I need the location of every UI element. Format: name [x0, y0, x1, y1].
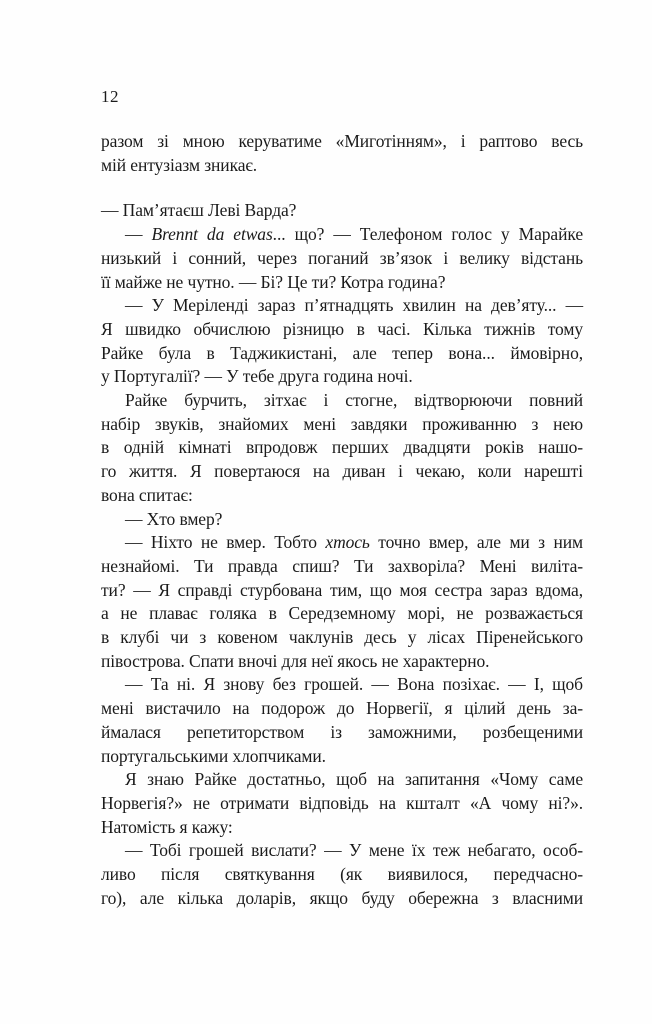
text-segment: го), але кілька доларів, якщо буду обережна з власними: [101, 887, 583, 908]
text-segment: разом зі мною керуватиме «Миготінням», і раптово весь: [101, 131, 583, 151]
text-line: [101, 650, 583, 674]
page-number: 12: [101, 87, 119, 106]
text-segment: ... що? — Телефоном голос у Марайке: [272, 224, 584, 245]
paragraph: [101, 199, 583, 223]
text-line: [101, 673, 583, 697]
text-segment: в клубі чи з ковеном чаклунів десь у лісах Піренейського: [101, 627, 583, 648]
text-line: [101, 792, 583, 816]
text-segment: — Та ні. Я знову без грошей. — Вона позіхає. — І, щоб: [125, 674, 583, 695]
text-segment: низький і сонний, через поганий зв’язок і велику відстань: [101, 247, 583, 268]
text-line: [101, 626, 583, 650]
text-line: [101, 154, 583, 178]
text-line: [101, 460, 583, 484]
text-line: [101, 342, 583, 366]
text-segment: мій ентузіазм зникає.: [101, 154, 258, 175]
text-line: [101, 863, 583, 887]
text-segment: незнайомі. Ти правда спиш? Ти захворіла? Мені виліта-: [101, 555, 583, 576]
text-segment: мені вистачило на подорож до Норвегії, я цілий день за-: [101, 698, 583, 719]
italic-text-segment: хтось: [325, 532, 370, 553]
paragraph: [101, 673, 583, 768]
text-segment: го життя. Я повертаюся на диван і чекаю, коли нарешті: [101, 461, 583, 482]
text-segment: — Хто вмер?: [125, 508, 223, 529]
text-line: [101, 318, 583, 342]
text-segment: португальськими хлопчиками.: [101, 745, 326, 766]
text-line: [101, 130, 583, 154]
paragraph: [101, 839, 583, 910]
text-line: [101, 887, 583, 911]
text-line: [101, 294, 583, 318]
text-segment: — Тобі грошей вислати? — У мене їх теж небагато, особ-: [125, 840, 583, 861]
text-segment: — Ніхто не вмер. Тобто: [125, 532, 326, 553]
text-segment: ливо після святкування (як виявилося, передчасно-: [101, 864, 583, 885]
text-segment: ймалася репетиторством із заможними, розбещеними: [101, 721, 583, 742]
text-line: [101, 721, 583, 745]
text-line: [101, 484, 583, 508]
text-segment: а не плаває голяка в Середземному морі, не розважається: [101, 603, 583, 624]
text-line: [101, 745, 583, 769]
paragraph: [101, 389, 583, 508]
text-segment: її майже не чутно. — Бі? Це ти? Котра година?: [101, 271, 446, 292]
paragraph: [101, 768, 583, 839]
paragraph: [101, 531, 583, 673]
text-line: [101, 768, 583, 792]
text-segment: вона спитає:: [101, 484, 193, 505]
text-line: [101, 436, 583, 460]
text-segment: ти? — Я справді стурбована тим, що моя сестра зараз вдома,: [101, 579, 583, 600]
text-segment: набір звуків, знайомих мені завдяки проживанню з нею: [101, 413, 583, 434]
text-segment: Райке бурчить, зітхає і стогне, відтворюючи повний: [125, 390, 583, 411]
text-segment: Райке була в Таджикистані, але тепер вона... ймовірно,: [101, 342, 583, 363]
text-line: [101, 602, 583, 626]
paragraph: [101, 294, 583, 389]
text-segment: точно вмер, але ми з ним: [369, 532, 583, 553]
text-line: [101, 816, 583, 840]
text-line: [101, 199, 583, 223]
text-line: [101, 697, 583, 721]
text-line: [101, 271, 583, 295]
text-segment: — У Меріленді зараз п’ятнадцять хвилин на дев’яту... —: [125, 295, 583, 316]
text-segment: Натомість я кажу:: [101, 816, 233, 837]
text-segment: — Пам’ятаєш Леві Варда?: [101, 200, 297, 221]
text-line: [101, 223, 583, 247]
text-line: [101, 389, 583, 413]
text-line: [101, 555, 583, 579]
text-line: [101, 247, 583, 271]
text-segment: у Португалії? — У тебе друга година ночі.: [101, 366, 413, 387]
text-line: [101, 365, 583, 389]
text-segment: в одній кімнаті впродовж перших двадцяти років нашо-: [101, 437, 583, 458]
text-line: [101, 579, 583, 603]
italic-text-segment: Brennt da etwas: [151, 224, 273, 245]
text-line: [101, 508, 583, 532]
text-line: [101, 413, 583, 437]
text-line: [101, 839, 583, 863]
text-block: [101, 130, 583, 911]
text-segment: Я швидко обчислюю різницю в часі. Кілька тижнів тому: [101, 318, 583, 339]
paragraph: [101, 508, 583, 532]
text-line: [101, 531, 583, 555]
text-segment: Норвегія?» не отримати відповідь на кшталт «А чому ні?».: [101, 792, 583, 813]
text-segment: Я знаю Райке достатньо, щоб на запитання «Чому саме: [125, 769, 583, 790]
text-segment: півострова. Спати вночі для неї якось не характерно.: [101, 650, 490, 671]
paragraph: [101, 223, 583, 294]
paragraph: [101, 130, 583, 177]
text-segment: —: [125, 224, 152, 245]
